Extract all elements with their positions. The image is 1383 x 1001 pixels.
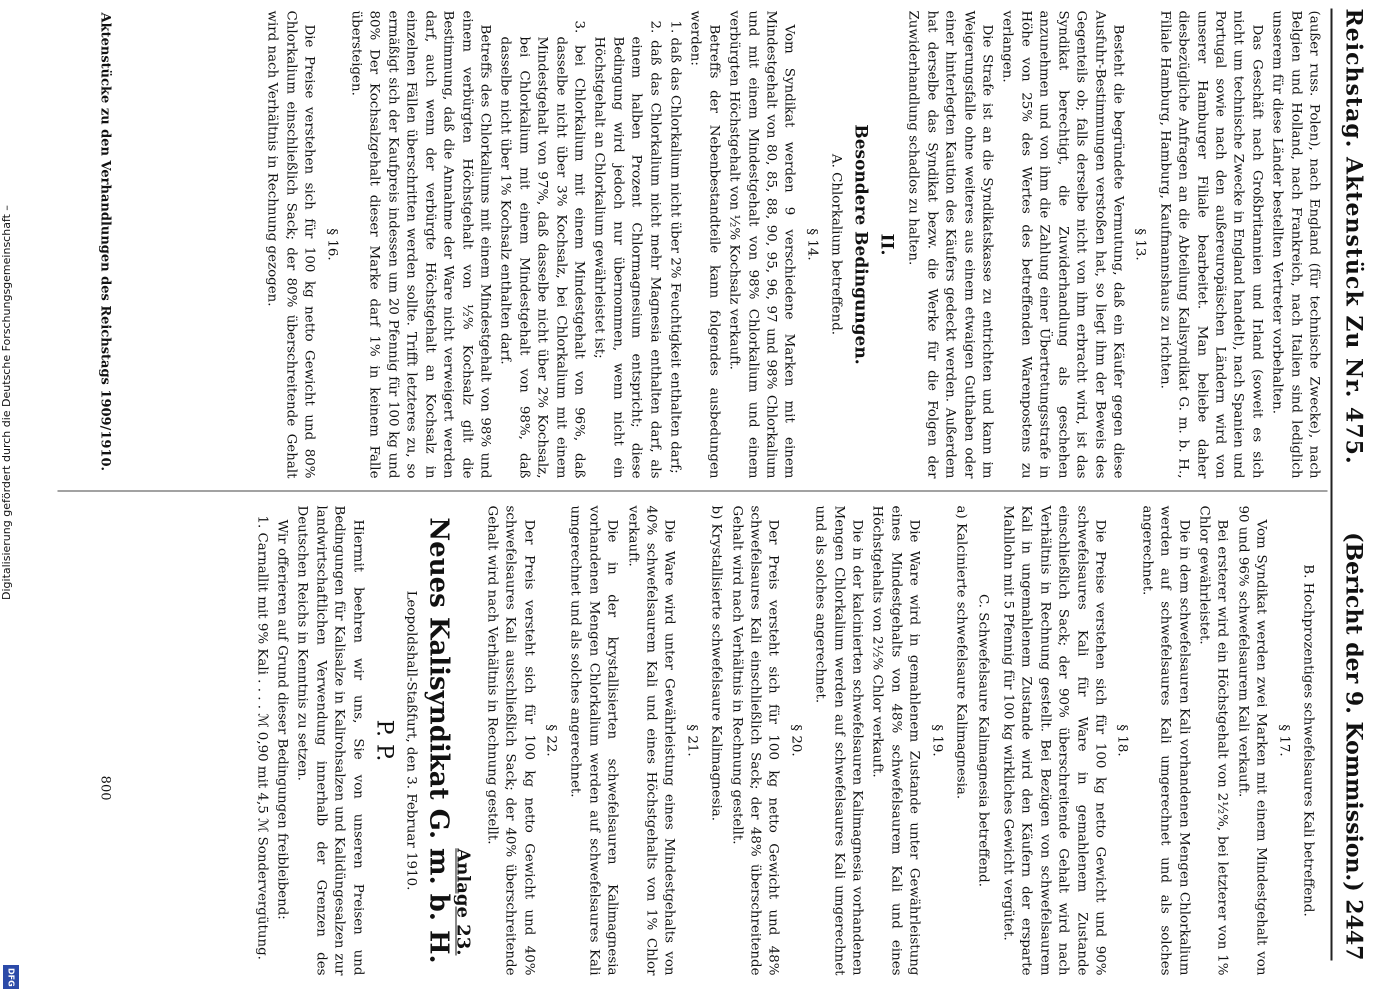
paragraph: Hiermit beehren wir uns, Sie von unseren Preisen und Bedingungen für Kalisalze in Kalirohsalzen und Kalidüngesalzen zur landwirtschaftlichen Verwendung innerhalb der Grenzen des Deutschen Reichs in Kenntnis zu setzen. bbox=[295, 505, 366, 976]
column-divider bbox=[58, 491, 1328, 492]
dfg-logo: DFG bbox=[3, 965, 19, 989]
paragraph: Die Ware wird in gemahlenem Zustande unter Gewährleistung eines Mindestgehalts von 48% schwefelsaurem Kali und eines Höchstgehalts von 2½% Chlor verkauft. bbox=[869, 505, 922, 976]
paragraph: Bei ersterer wird ein Höchstgehalt von 2½%, bei letzterer von 1% Chlor gewährleistet. bbox=[1196, 505, 1230, 976]
place-date: Leopoldshall-Staßfurt, den 3. Februar 1910. bbox=[403, 590, 419, 891]
list-item: 3. bei Chlorkalium mit einem Mindestgehalt von 96%, daß dasselbe nicht über 3% Kochsalz, bei Chlorkalium mit einem Mindestgehalt von 97%, daß dasselbe nicht über 2% Kochsalz, bei Chlorkalium mit einem Mindestgehalt von 98%, daß dasselbe nicht über 1% Kochsalz enthalten darf. bbox=[497, 20, 587, 479]
page-number: 800 bbox=[97, 775, 113, 801]
paragraph: Betreffs der Nebenbestandteile kann folgendes ausbedungen werden: bbox=[687, 10, 722, 479]
paragraph: Die in der krystallisierten schwefelsauren Kalimagnesia vorhandenen Mengen Chlorkalium werden auf schwefelsaures Kali umgerechnet und als solches angerechnet. bbox=[567, 505, 620, 976]
header-left: Reichstag. Aktenstück Zu Nr. 475. bbox=[1340, 8, 1367, 465]
paragraph: Die in der kalcinierten schwefelsauren Kalimagnesia vorhandenen Mengen Chlorkalium werden auf schwefelsaures Kali umgerechnet und als solches angerechnet. bbox=[812, 505, 865, 976]
paragraph: Die Preise verstehen sich für 100 kg netto Gewicht und 90% schwefelsaures Kali für Ware in gemahlenem Zustande einschließlich Sack; der 90% überschreitende Gehalt wird nach Verhältnis in Rechnung gestellt. Bei Bezügen von schwefelsaurem Kali in ungemahlenem Zustande wird den Käufern der ersparte Mahllohn mit 5 Pfennig für 100 kg wirkliches Gewicht vergütet. bbox=[1000, 505, 1108, 976]
subsection-heading: B. Hochprozentiges schwefelsaures Kali betreffend. bbox=[1300, 564, 1316, 917]
list-item: 2. daß das Chlorkalium nicht mehr Magnesia enthalten darf, als einem halben Prozent Chlormagnesium entspricht; diese Bedingung wird jedoch nur übernommen, wenn nicht ein Höchstgehalt an Chlorkalium gewährleistet ist; bbox=[591, 20, 663, 479]
paragraph: (außer russ. Polen), nach England (für technische Zwecke), nach Belgien und Holland, nach Frankreich, nach Italien sind lediglich unserem für diese Länder bestellten Vertreter vorbehalten. bbox=[1269, 10, 1322, 479]
right-column bbox=[250, 506, 1323, 976]
roman-numeral: II. bbox=[876, 233, 897, 256]
paragraph: Die Strafe ist an die Syndikatskasse zu entrichten und kann im Weigerungsfalle ohne weiteres aus einem etwaigen Guthaben oder einer hinterlegten Kaution des Käufers gedeckt werden. Außerdem hat derselbe das Syndikat bezw. die Werke für die Folgen der Zuwiderhandlung schadlos zu halten. bbox=[905, 10, 995, 479]
paragraph: Das Geschäft nach Großbritannien und Irland (soweit es sich nicht um technische Zwecke in England handelt), nach Spanien und Portugal sowie nach den außereuropäischen Ländern wird von unserer Hamburger Filiale bearbeitet. Man beliebe daher diesbezügliche Anfragen an die Abteilung Kalisyndikat G. m. b. H., Filiale Hamburg, Hamburg, Kaufmannshaus zu richten. bbox=[1157, 10, 1265, 479]
paragraph: Die Ware wird unter Gewährleistung eines Mindestgehalts von 40% schwefelsaurem Kali und eines Höchstgehalts von 1% Chlor verkauft. bbox=[625, 505, 677, 976]
header-right: (Bericht der 9. Kommission.) 2447 bbox=[1340, 532, 1367, 961]
footer-note: Aktenstücke zu den Verhandlungen des Reichstags 1909/1910. bbox=[97, 12, 113, 472]
paragraph: Vom Syndikat werden 9 verschiedene Marken mit einem Mindestgehalt von 80, 85, 88, 90, 95, 96, 97 und 98% Chlorkalium und mit einem Mindestgehalt von 98% Chlorkalium und einem verbürgten Höchstgehalt von ½% Kochsalz verkauft. bbox=[726, 10, 797, 479]
paragraph: Vom Syndikat werden zwei Marken mit einem Mindestgehalt von 90 und 96% schwefelsaurem Kali verkauft. bbox=[1235, 505, 1269, 976]
annex-label: Anlage 23. bbox=[452, 848, 474, 956]
paragraph: Besteht die begründete Vermutung, daß ein Käufer gegen diese Ausfuhr-Bestimmungen verstoßen hat, so liegt ihm der Beweis des Gegenteils ob; falls derselbe nicht von ihm erbracht wird, ist das Syndikat berechtigt, die Zuwiderhandlung als geschehen anzunehmen und von ihm die Zahlung einer Übertretungsstrafe in Höhe von 25% des Wertes des betreffenden Warenpostens zu verlangen. bbox=[1000, 10, 1126, 479]
digitization-note bbox=[0, 0, 22, 1000]
left-column bbox=[261, 11, 1323, 479]
syndicate-title: Neues Kalisyndikat G. m. b. H. bbox=[423, 517, 454, 964]
section-number: § 18. bbox=[1114, 724, 1130, 757]
section-number: § 21. bbox=[684, 724, 700, 757]
section-number: § 14. bbox=[804, 228, 820, 261]
section-number: § 22. bbox=[543, 724, 559, 757]
section-number: § 16. bbox=[324, 228, 340, 261]
section-number: § 13. bbox=[1132, 228, 1148, 261]
subsection-label: b) Krystallisierte schwefelsaure Kalimagnesia. bbox=[708, 505, 724, 822]
page-header bbox=[1331, 9, 1373, 961]
paragraph: Die in dem schwefelsauren Kali vorhandenen Mengen Chlorkalium werden auf schwefelsaures Kali umgerechnet und als solches angerechnet. bbox=[1139, 505, 1192, 976]
section-number: § 20. bbox=[788, 724, 804, 757]
scanned-page-area bbox=[60, 0, 1383, 1000]
paragraph: Der Preis versteht sich für 100 kg netto Gewicht und 48% schwefelsaures Kali einschließlich Sack; der 48% überschreitende Gehalt wird nach Verhältnis in Rechnung gestellt. bbox=[729, 505, 781, 976]
section-number: § 17. bbox=[1276, 724, 1292, 757]
subsection-heading: A. Chlorkalium betreffend. bbox=[828, 153, 844, 336]
subsection-heading: C. Schwefelsaure Kalimagnesia betreffend. bbox=[976, 593, 991, 888]
digitization-text: Digitalisierung gefördert durch die Deutsche Forschungsgemeinschaft – bbox=[0, 205, 13, 600]
salutation: P. P. bbox=[371, 719, 397, 762]
subsection-label: a) Kalcinierte schwefelsaure Kalimagnesia. bbox=[953, 505, 969, 800]
paragraph: Wir offerieren auf Grund dieser Bedingungen freibleibend: bbox=[274, 519, 290, 920]
paragraph: Betreffs des Chlorkaliums mit einem Mindestgehalt von 98% und einem verbürgten Höchstgehalt von ½% Kochsalz gilt die Bestimmung, daß die Annahme der Ware nicht verweigert werden darf, auch wenn der verbürgte Höchstgehalt an Kochsalz in einzelnen Fällen überschritten werden sollte. Trifft letzteres zu, so ermäßigt sich der Kaufpreis indessen um 20 Pfennig für 100 kg und 80% Der Kochsalzgehalt dieser Marke darf 1% in keinem Falle übersteigen. bbox=[348, 10, 493, 479]
section-number: § 19. bbox=[929, 724, 945, 757]
scanned-page bbox=[60, 1, 1383, 1001]
list-item: 1. Carnallit mit 9% Kali . . . . ℳ 0,90 mit 4,5 ℳ Sondervergütung. bbox=[254, 515, 270, 960]
section-heading: Besondere Bedingungen. bbox=[850, 124, 871, 365]
paragraph: Die Preise verstehen sich für 100 kg netto Gewicht und 80% Chlorkalium einschließlich Sack; der 80% überschreitende Gehalt wird nach Verhältnis in Rechnung gezogen. bbox=[264, 10, 317, 479]
paragraph: Der Preis versteht sich für 100 kg netto Gewicht und 40% schwefelsaures Kali ausschließlich Sack; der 40% überschreitende Gehalt wird nach Verhältnis in Rechnung gestellt. bbox=[484, 505, 537, 976]
list-item: 1. daß das Chlorkalium nicht über 2% Feuchtigkeit enthalten darf; bbox=[667, 20, 683, 474]
